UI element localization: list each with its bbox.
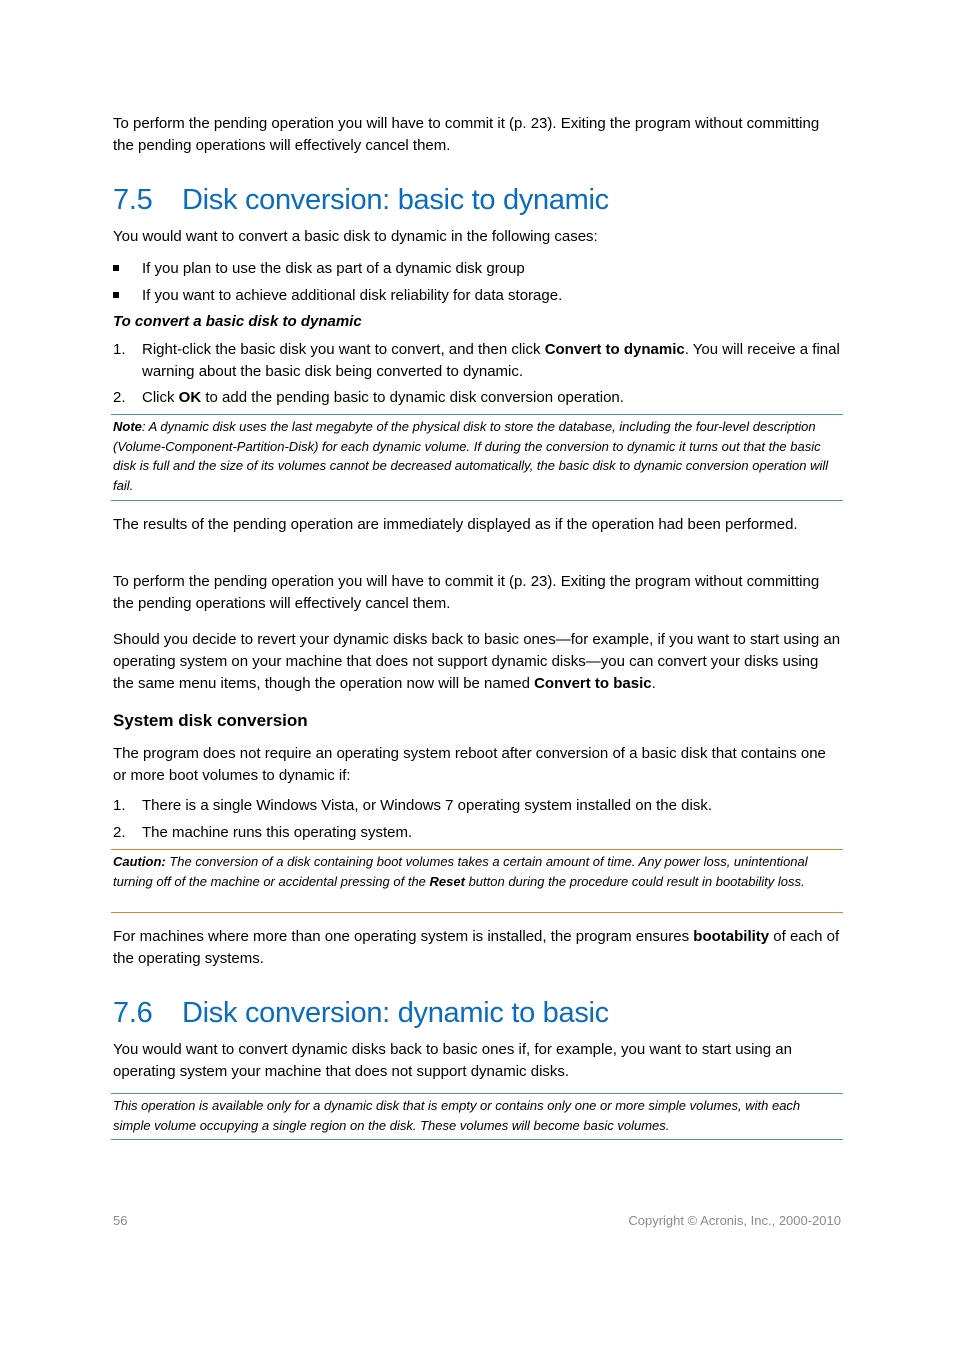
step-text: Click OK to add the pending basic to dynamic disk conversion operation. (142, 389, 624, 406)
commit-paragraph: To perform the pending operation you will have to commit it (p. 23). Exiting the program without committing the pending operations will effectively cancel them. (113, 573, 820, 612)
step-text: There is a single Windows Vista, or Windows 7 operating system installed on the disk. (142, 797, 712, 814)
intro-paragraph: To perform the pending operation you will have to commit it (p. 23). Exiting the program without committing the pending operations will effectively cancel them. (113, 115, 820, 154)
system-disk-lead: The program does not require an operating system reboot after conversion of a basic disk that contains one or more boot volumes to dynamic if: (113, 745, 826, 784)
bullet-icon (113, 265, 119, 271)
ok-label: OK (178, 389, 202, 406)
reset-label: Reset (429, 873, 465, 889)
revert-paragraph: Should you decide to revert your dynamic disks back to basic ones—for example, if you want to start using an operating system on your machine that does not support dynamic disks—you can convert your disks using the same menu items, though the operation now will be named Convert to basic. (113, 631, 841, 692)
bullet-text: If you plan to use the disk as part of a dynamic disk group (142, 260, 525, 277)
step-number: 1. (113, 341, 126, 358)
section-number: 7.5 (113, 184, 153, 216)
section-title: Disk conversion: basic to dynamic (182, 184, 609, 216)
bootability-paragraph: For machines where more than one operating system is installed, the program ensures bootability of each of the operating systems. (113, 928, 840, 967)
system-disk-heading: System disk conversion (113, 711, 308, 730)
step-number: 1. (113, 797, 126, 814)
results-paragraph: The results of the pending operation are immediately displayed as if the operation had been performed. (113, 516, 798, 533)
section-title: Disk conversion: dynamic to basic (182, 997, 609, 1029)
note-label: Note (113, 419, 142, 434)
copyright: Copyright © Acronis, Inc., 2000-2010 (628, 1213, 841, 1228)
bullet-text: If you want to achieve additional disk reliability for data storage. (142, 287, 563, 304)
caution-box: Caution: The conversion of a disk containing boot volumes takes a certain amount of time. Any power loss, unintentional turning off of the machine or accidental pressing of the Reset button during the procedure could result in bootability loss. (111, 849, 843, 913)
page-number: 56 (113, 1213, 128, 1228)
section-7-5-lead: You would want to convert a basic disk to dynamic in the following cases: (113, 228, 598, 245)
step-text: Right-click the basic disk you want to convert, and then click Convert to dynamic. You will receive a final warning about the basic disk being converted to dynamic. (142, 341, 840, 380)
caution-label: Caution: (113, 854, 166, 869)
convert-to-dynamic-label: Convert to dynamic (544, 341, 685, 358)
section-7-5-heading (113, 183, 843, 217)
bootability-label: bootability (693, 928, 770, 945)
note-box: This operation is available only for a dynamic disk that is empty or contains only one or more simple volumes, with each simple volume occupying a single region on the disk. These volumes will become basic volumes. (111, 1093, 843, 1140)
section-7-6-heading (113, 996, 843, 1030)
step-number: 2. (113, 824, 126, 841)
procedure-title: To convert a basic disk to dynamic (113, 313, 362, 330)
note-text: : A dynamic disk uses the last megabyte of the physical disk to store the database, including the four-level description (Volume-Component-Partition-Disk) for each dynamic volume. If during the conversion to dynamic it turns out that the basic disk is full and the size of its volumes cannot be decreased automatically, the basic disk to dynamic conversion operation will fail. (113, 419, 829, 493)
section-number: 7.6 (113, 997, 153, 1029)
note-box (111, 414, 843, 501)
step-number: 2. (113, 389, 126, 406)
step-text: The machine runs this operating system. (142, 824, 413, 841)
section-7-6-lead: You would want to convert dynamic disks back to basic ones if, for example, you want to start using an operating system your machine that does not support dynamic disks. (113, 1041, 792, 1080)
convert-to-basic-label: Convert to basic (534, 675, 652, 692)
bullet-icon (113, 292, 119, 298)
